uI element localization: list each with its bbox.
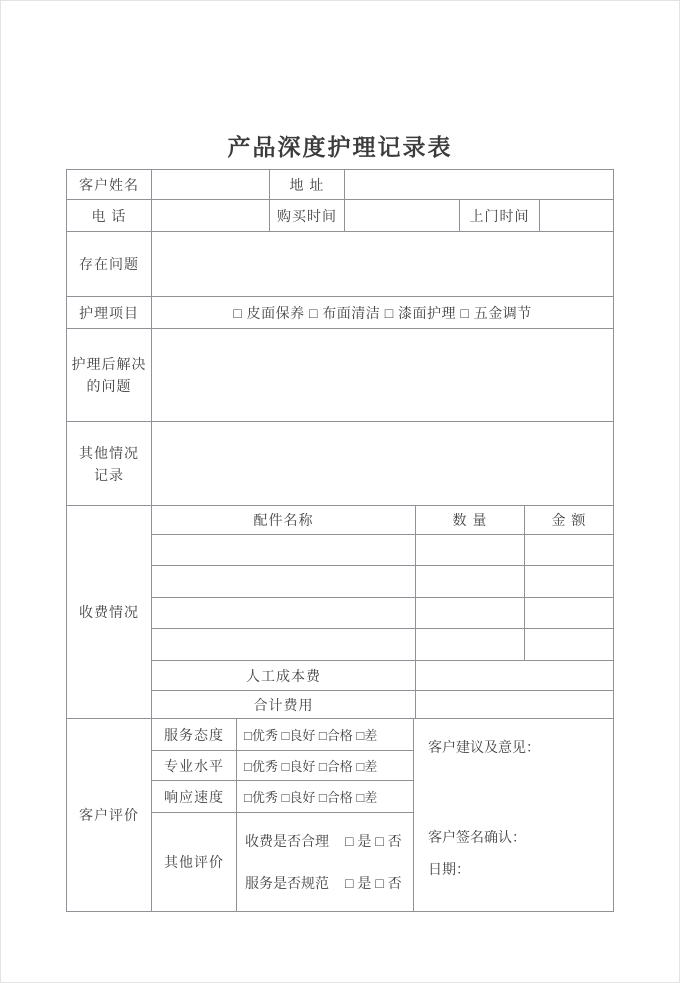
page-title: 产品深度护理记录表 [227,134,453,160]
service-attitude-label: 服务态度 [152,719,237,750]
purchase-time-label: 购买时间 [270,200,345,231]
labor-cost-row [152,661,613,691]
service-attitude-checkbox-group[interactable]: □优秀 □良好 □合格 □差 [244,728,378,743]
row-existing-problems [67,232,613,297]
rating-row-professional-level [152,751,413,781]
professional-level-checkbox-group[interactable]: □优秀 □良好 □合格 □差 [244,759,378,774]
part-name-header: 配件名称 [152,506,416,534]
visit-time-label: 上门时间 [460,200,540,231]
row-phone-times [67,200,613,232]
customer-name-label: 客户姓名 [67,170,152,199]
charges-label: 收费情况 [67,506,152,718]
total-cost-input-cell[interactable] [416,691,613,719]
labor-cost-input-cell[interactable] [416,661,613,690]
amount-input-cell[interactable] [525,598,613,628]
other-evaluation-questions [237,813,413,911]
amount-input-cell[interactable] [525,535,613,565]
quantity-input-cell[interactable] [416,629,525,660]
part-name-input-cell[interactable] [152,535,416,565]
other-records-input-cell[interactable] [152,422,613,505]
total-cost-row [152,691,613,719]
rating-row-service-attitude [152,719,413,751]
solved-problems-input-cell[interactable] [152,329,613,421]
purchase-time-input-cell[interactable] [345,200,460,231]
part-name-input-cell[interactable] [152,629,416,660]
charges-blank-row [152,566,613,598]
evaluation-label: 客户评价 [67,719,152,911]
care-record-table [66,169,614,912]
labor-cost-label: 人工成本费 [152,661,416,690]
professional-level-label: 专业水平 [152,751,237,780]
row-customer-name [67,170,613,200]
care-items-checkbox-group[interactable]: □ 皮面保养 □ 布面清洁 □ 漆面护理 □ 五金调节 [233,304,532,321]
existing-problems-label: 存在问题 [67,232,152,296]
section-charges [67,506,613,719]
service-standard-line [245,873,402,893]
response-speed-checkbox-group[interactable]: □优秀 □良好 □合格 □差 [244,790,378,805]
part-name-input-cell[interactable] [152,598,416,628]
phone-label: 电 话 [67,200,152,231]
rating-row-response-speed [152,781,413,813]
amount-input-cell[interactable] [525,566,613,597]
row-other-records [67,422,613,506]
quantity-input-cell[interactable] [416,566,525,597]
charges-subtable [152,506,613,718]
date-label[interactable]: 日期： [428,861,470,877]
charge-reasonable-checkbox-group[interactable]: □ 是 □ 否 [345,833,402,849]
customer-suggestion-label: 客户建议及意见： [428,739,540,755]
service-standard-question: 服务是否规范 [245,875,329,891]
care-items-label: 护理项目 [67,297,152,328]
evaluation-criteria-block [152,719,414,911]
part-name-input-cell[interactable] [152,566,416,597]
charges-blank-row [152,629,613,661]
solved-problems-label: 护理后解决 的问题 [67,329,152,421]
charges-blank-row [152,598,613,629]
customer-signature-label[interactable]: 客户签名确认： [428,829,526,845]
service-standard-checkbox-group[interactable]: □ 是 □ 否 [345,875,402,891]
address-label: 地 址 [270,170,345,199]
address-input-cell[interactable] [345,170,613,199]
section-evaluation [67,719,613,911]
charges-header-row [152,506,613,535]
customer-name-input-cell[interactable] [152,170,270,199]
quantity-input-cell[interactable] [416,535,525,565]
other-evaluation-row [152,813,413,911]
row-care-items [67,297,613,329]
quantity-header: 数 量 [416,506,525,534]
amount-input-cell[interactable] [525,629,613,660]
existing-problems-input-cell[interactable] [152,232,613,296]
total-cost-label: 合计费用 [152,691,416,719]
visit-time-input-cell[interactable] [540,200,613,231]
suggestion-signature-cell [414,719,613,911]
response-speed-label: 响应速度 [152,781,237,812]
charges-blank-row [152,535,613,566]
row-solved-problems [67,329,613,422]
amount-header: 金 额 [551,512,587,528]
phone-input-cell[interactable] [152,200,270,231]
charge-reasonable-question: 收费是否合理 [245,833,329,849]
quantity-input-cell[interactable] [416,598,525,628]
other-evaluation-label: 其他评价 [152,813,237,911]
other-records-label: 其他情况 记录 [67,422,152,505]
charge-reasonable-line [245,831,402,851]
